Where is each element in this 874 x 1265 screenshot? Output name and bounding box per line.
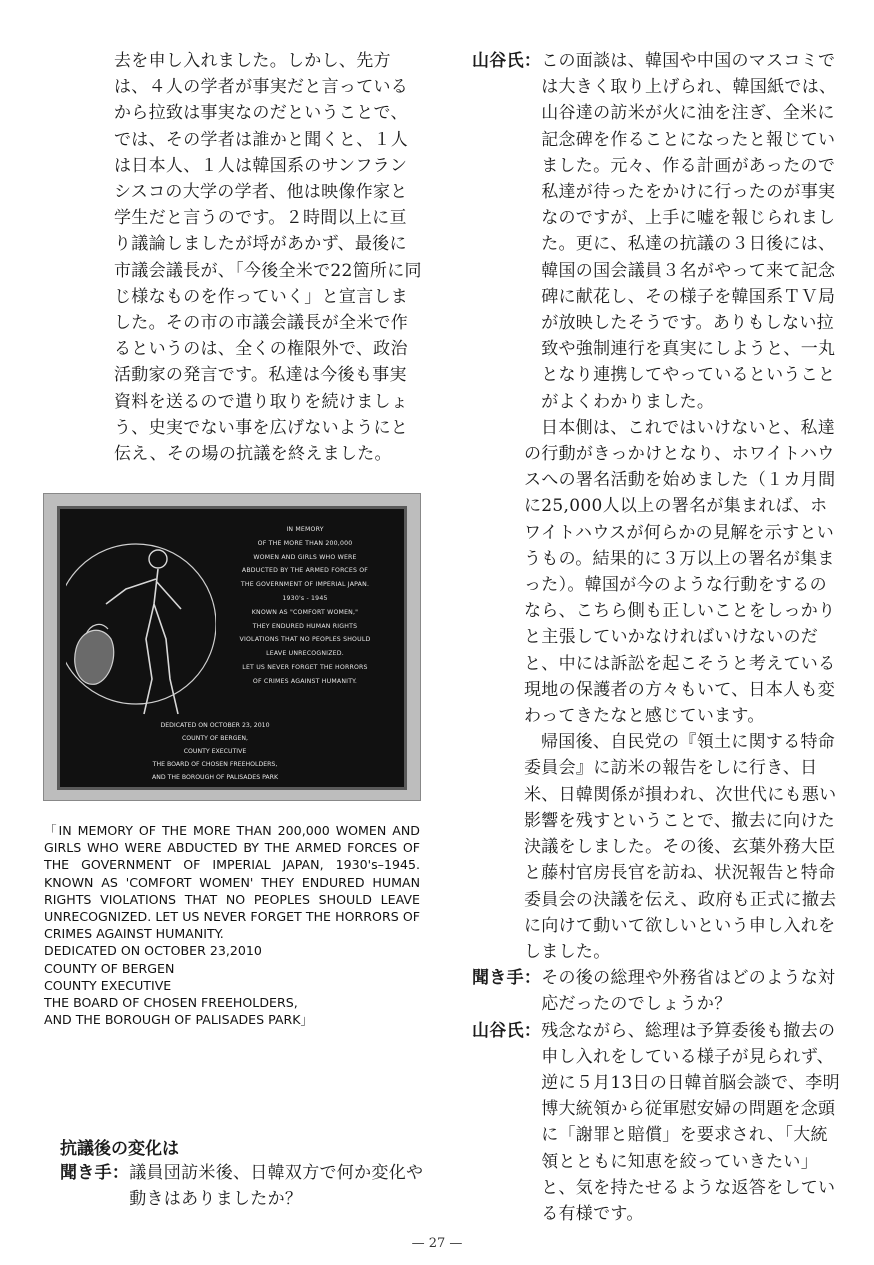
question-text: 議員団訪米後、日韓双方で何か変化や動きはありましたか？ (129, 1163, 424, 1210)
caption-main: 「IN MEMORY OF THE MORE THAN 200,000 WOMEN AND GIRLS WHO WERE ABDUCTED BY THE ARMED FORCES OF THE GOVERNMENT OF IMPERIAL JAPAN, 1930's–1945. KNOWN AS 'COMFORT WOMEN' THEY ENDURED HUMAN RIGHTS VIOLATIONS THAT NO PEOPLES SHOULD LEAVE UNRECOGNIZED. LET US NEVER FORGET THE HORRORS OF CRIMES AGAINST HUMANITY. (44, 823, 420, 942)
photo-caption (44, 822, 420, 1028)
plaque-dedication-line: AND THE BOROUGH OF PALISADES PARK (151, 774, 279, 781)
answer-text: 残念ながら、総理は予算委後も撤去の申し入れをしている様子が見られず、逆に５月13日の日韓首脳会談で、李明博大統領から従軍慰安婦の問題を念頭に「謝罪と賠償」を要求され、「大統領とともに知恵を絞っていきたい」と、気を持たせるような返答をしている有様です。 (541, 1020, 840, 1224)
speaker-label: 山谷氏： (472, 1020, 542, 1041)
question-text: その後の総理や外務省はどのような対応だったのでしょうか？ (541, 968, 836, 1015)
caption-dedication-line: DEDICATED ON OCTOBER 23,2010 (44, 943, 262, 959)
speaker-label: 聞き手： (60, 1163, 130, 1183)
section-heading: 抗議後の変化は (60, 1139, 179, 1159)
plaque-line: WOMEN AND GIRLS WHO WERE (253, 553, 357, 561)
paragraph: 去を申し入れました。しかし、先方は、４人の学者が事実だと言っているから拉致は事実なのだということで、では、その学者は誰かと聞くと、１人は日本人、１人は韓国系のサンフランシスコの大学の学者、他は映像作家と学生だと言うのです。２時間以上に亘り議論しましたが埒があかず、最後に市議会議長が、「今後全米で22箇所に同じ様なものを作っていく」と宣言しました。その市の市議会議長が全米で作るというのは、全くの権限外で、政治活動家の発言です。私達は今後も事実資料を送るので遣り取りを続けましょう、史実でない事を広げないようにと伝え、その場の抗議を終えました。 (114, 51, 422, 465)
paragraph: 日本側は、これではいけないと、私達の行動がきっかけとなり、ホワイトハウスへの署名活動を始めました（１カ月間に25,000人以上の署名が集まれば、ホワイトハウスが何らかの見解を示すというもの。結果的に３万以上の署名が集まった）。韓国が今のような行動をするのなら、こちら側も正しいことをしっかりと主張していかなければいけないのだと、中には訴訟を起こそうと考えている現地の保護者の方々もいて、日本人も変わってきたなと感じています。 (524, 417, 836, 727)
caption-dedication-line: AND THE BOROUGH OF PALISADES PARK」 (44, 1012, 314, 1028)
speaker-label: 山谷氏： (472, 51, 542, 71)
plaque-line: 1930's - 1945 (282, 594, 328, 602)
plaque-dedication-line: DEDICATED ON OCTOBER 23, 2010 (160, 722, 270, 729)
plaque-line: OF CRIMES AGAINST HUMANITY. (252, 677, 358, 685)
caption-dedication (44, 942, 420, 1028)
page-number: — 27 — (411, 1236, 463, 1251)
plaque-line: VIOLATIONS THAT NO PEOPLES SHOULD (239, 636, 371, 644)
caption-dedication-line: COUNTY EXECUTIVE (44, 977, 172, 993)
right-column-text (472, 48, 840, 1227)
plaque-line: OF THE MORE THAN 200,000 (257, 539, 353, 547)
interview-question (60, 1160, 430, 1212)
plaque-dedication-line: THE BOARD OF CHOSEN FREEHOLDERS, (152, 761, 278, 768)
plaque-dedication-line: COUNTY OF BERGEN, (181, 735, 249, 742)
plaque-line: KNOWN AS "COMFORT WOMEN," (251, 608, 359, 616)
plaque-line: LET US NEVER FORGET THE HORRORS (242, 663, 368, 671)
plaque-line: LEAVE UNRECOGNIZED. (266, 650, 344, 658)
plaque-line: THEY ENDURED HUMAN RIGHTS (252, 622, 358, 630)
left-column-text (114, 48, 424, 467)
plaque-inscription (210, 523, 400, 689)
plaque-dedication-line: COUNTY EXECUTIVE (183, 748, 247, 755)
plaque-figure-engraving (66, 529, 216, 729)
plaque-dedication (140, 719, 290, 784)
plaque-line: THE GOVERNMENT OF IMPERIAL JAPAN. (240, 581, 370, 589)
speaker-label: 聞き手： (472, 968, 542, 989)
plaque-line: ABDUCTED BY THE ARMED FORCES OF (241, 567, 369, 575)
memorial-plaque-photo (43, 493, 421, 801)
plaque (57, 506, 407, 790)
caption-dedication-line: COUNTY OF BERGEN (44, 960, 175, 976)
plaque-line: IN MEMORY (286, 526, 324, 533)
answer-text: この面談は、韓国や中国のマスコミでは大きく取り上げられ、韓国紙では、山谷達の訪米が火に油を注ぎ、全米に記念碑を作ることになったと報じていました。元々、作る計画があったので私達が待ったをかけに行ったのが事実なのですが、上手に嘘を報じられました。更に、私達の抗議の３日後には、韓国の国会議員３名がやって来て記念碑に献花し、その様子を韓国系ＴＶ局が放映したそうです。ありもしない拉致や強制連行を真実にしようと、一丸となり連携してやっているということがよくわかりました。 (541, 51, 837, 412)
caption-dedication-line: THE BOARD OF CHOSEN FREEHOLDERS, (44, 995, 298, 1011)
paragraph: 帰国後、自民党の『領土に関する特命委員会』に訪米の報告をしに行き、日米、日韓関係が損われ、次世代にも悪い影響を残すということで、撤去に向けた決議をしました。その後、玄葉外務大臣と藤村官房長官を訪ね、状況報告と特命委員会の決議を伝え、政府も正式に撤去に向けて動いて欲しいという申し入れをしました。 (524, 732, 837, 962)
